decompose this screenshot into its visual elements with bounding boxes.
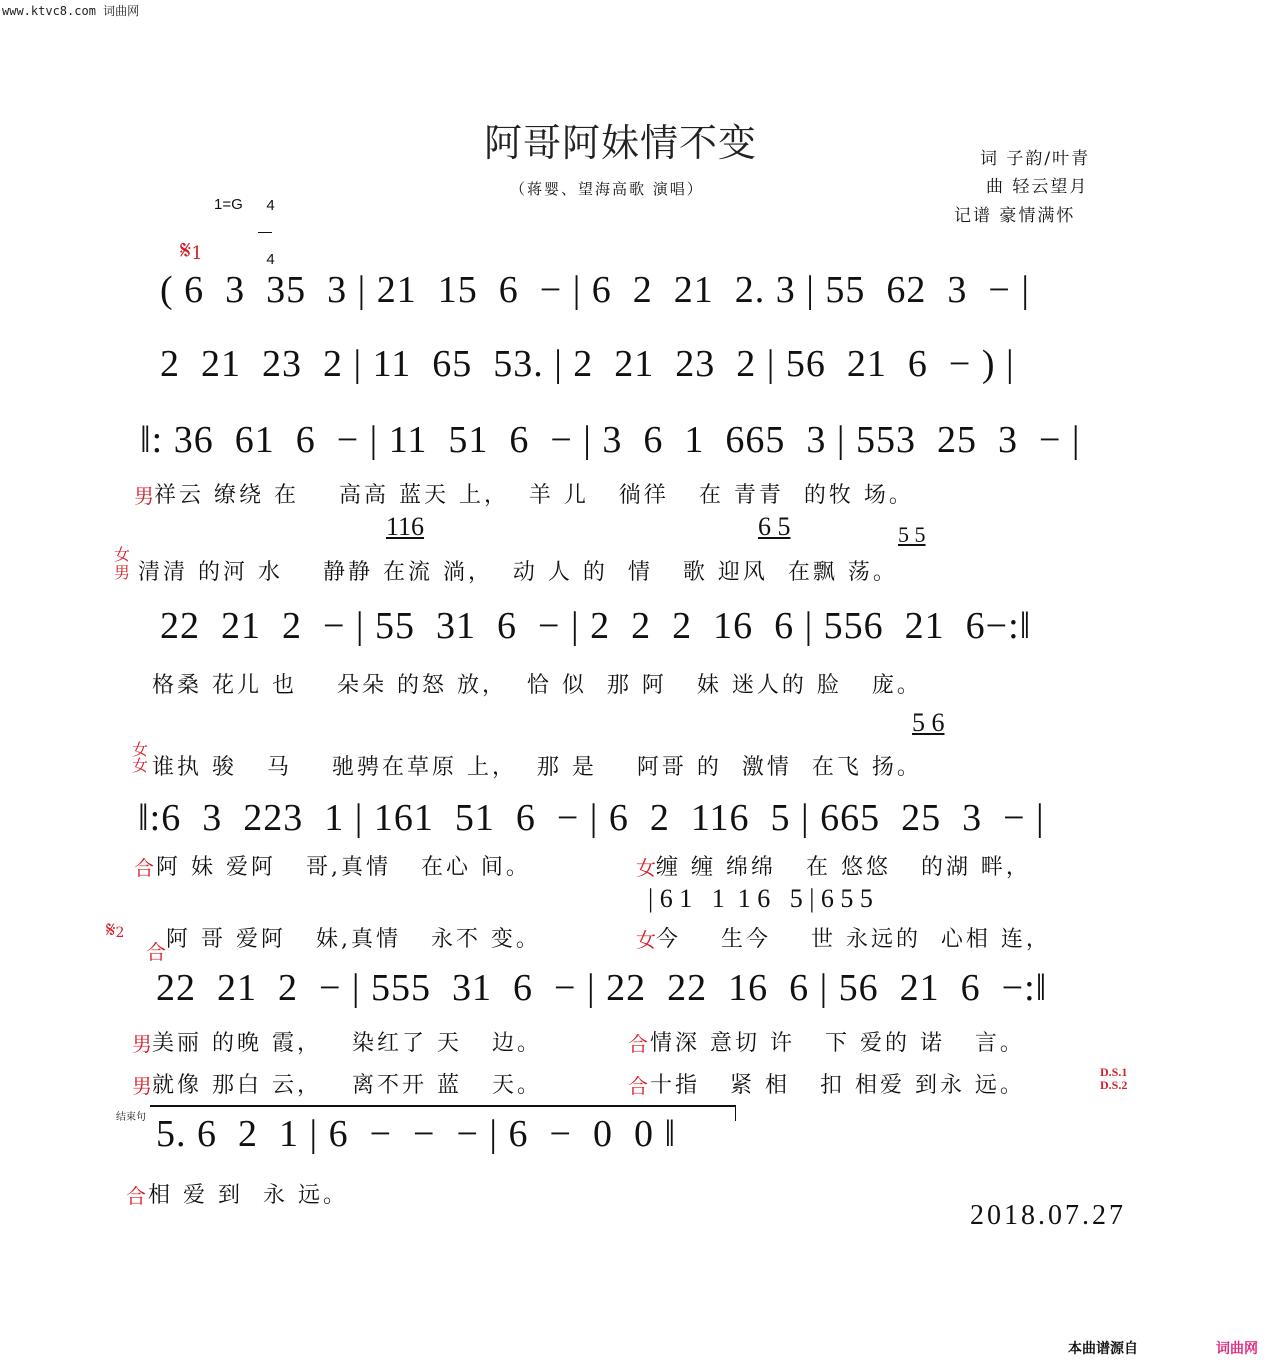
variant-notes-5: 5 6 [912, 708, 945, 737]
role-female: 女 [636, 856, 656, 880]
lyrics-line-5a: 谁执 骏 马 驰骋在草原 上， 那 是 阿哥 的 激情 在飞 扬。 [152, 755, 922, 780]
variant-notes-3c: 5 5 [898, 522, 926, 547]
singers: （蒋婴、望海高歌 演唱） [510, 180, 704, 198]
ending-label: 结束句 [116, 1112, 146, 1123]
lyrics-line-5c: 缠 缠 绵绵 在 悠悠 的湖 畔， [656, 855, 1031, 880]
variant-notes-6: | 6 1 1 1 6 5 | 6 5 5 [648, 884, 873, 913]
segno-2-icon: 𝄋2 [106, 918, 125, 943]
score-line-2: 2 21 23 2 | 11 65 53. | 2 21 23 2 | 56 21 6 − ) | [160, 343, 1015, 385]
role-male-2: 男 [132, 1032, 152, 1056]
lyrics-line-3b: 清清 的河 水 静静 在流 淌， 动 人 的 情 歌 迎风 在飘 荡。 [138, 560, 898, 585]
role-male: 男 [134, 484, 154, 508]
lyrics-line-4: 格桑 花儿 也 朵朵 的怒 放， 恰 似 那 阿 妹 迷人的 脸 庞。 [152, 673, 922, 698]
lyrics-line-3a: 祥云 缭绕 在 高高 蓝天 上， 羊 儿 徜徉 在 青青 的牧 场。 [154, 483, 914, 508]
composer-credit: 曲 轻云望月 [986, 177, 1089, 197]
lyrics-line-6c: 今 生今 世 永远的 心相 连， [656, 927, 1051, 952]
score-line-7: 22 21 2 − | 555 31 6 − | 22 22 16 6 | 56 21 6 −:‖ [156, 967, 1048, 1009]
ds-marks: D.S.1 D.S.2 [1100, 1065, 1128, 1092]
role-male-3: 男 [132, 1074, 152, 1098]
lyrics-line-7a2: 情深 意切 许 下 爱的 诺 言。 [650, 1031, 1025, 1056]
role-chorus-5: 合 [126, 1184, 146, 1208]
date: 2018.07.27 [970, 1200, 1126, 1231]
role-female-male: 女男 [114, 545, 131, 582]
watermark[interactable]: www.ktvc8.com 词曲网 [2, 4, 140, 18]
score-line-5: ‖:6 3 223 1 | 161 51 6 − | 6 2 116 5 | 665 25 3 − | [138, 797, 1045, 839]
time-sig-bottom: 4 [266, 251, 275, 268]
role-female-2: 女 [636, 928, 656, 952]
score-line-8: 5. 6 2 1 | 6 − − − | 6 − 0 0 ‖ [156, 1113, 677, 1155]
source-label: 本曲谱源自 [1068, 1341, 1138, 1357]
lyricist-credit: 词 子韵/叶青 [980, 149, 1091, 169]
lyrics-line-7b: 就像 那白 云， 离不开 蓝 天。 [152, 1073, 542, 1098]
key-signature: 1=G [214, 196, 243, 213]
song-title: 阿哥阿妹情不变 [484, 121, 758, 165]
time-sig-top: 4 [266, 197, 275, 214]
source-brand-link[interactable]: 词曲网 [1216, 1341, 1258, 1357]
lyrics-line-6: 阿 哥 爱阿 妹,真情 永不 变。 [166, 927, 541, 952]
role-female-female: 女女 [132, 740, 149, 775]
time-sig-divider [258, 232, 272, 233]
role-chorus: 合 [134, 856, 154, 880]
transcriber-credit: 记谱 豪情满怀 [954, 206, 1076, 226]
variant-notes-3a: 116 [386, 512, 425, 541]
lyrics-line-7a: 美丽 的晚 霞， 染红了 天 边。 [152, 1031, 542, 1056]
score-line-3: ‖: 36 61 6 − | 11 51 6 − | 3 6 1 665 3 | 553 25 3 − | [140, 419, 1081, 461]
role-chorus-2: 合 [146, 940, 166, 964]
lyrics-line-5b: 阿 妹 爱阿 哥,真情 在心 间。 [156, 855, 531, 880]
variant-notes-3b: 6 5 [758, 512, 791, 541]
score-line-4: 22 21 2 − | 55 31 6 − | 2 2 2 16 6 | 556 21 6−:‖ [160, 605, 1032, 647]
lyrics-line-7b2: 十指 紧 相 扣 相爱 到永 远。 [650, 1073, 1025, 1098]
score-line-1: ( 6 3 35 3 | 21 15 6 − | 6 2 21 2. 3 | 55 62 3 − | [160, 269, 1030, 311]
role-chorus-4: 合 [628, 1074, 648, 1098]
time-signature [258, 180, 275, 268]
role-chorus-3: 合 [628, 1032, 648, 1056]
segno-1-icon: 𝄋1 [180, 236, 203, 266]
lyrics-line-8: 相 爱 到 永 远。 [148, 1183, 348, 1208]
